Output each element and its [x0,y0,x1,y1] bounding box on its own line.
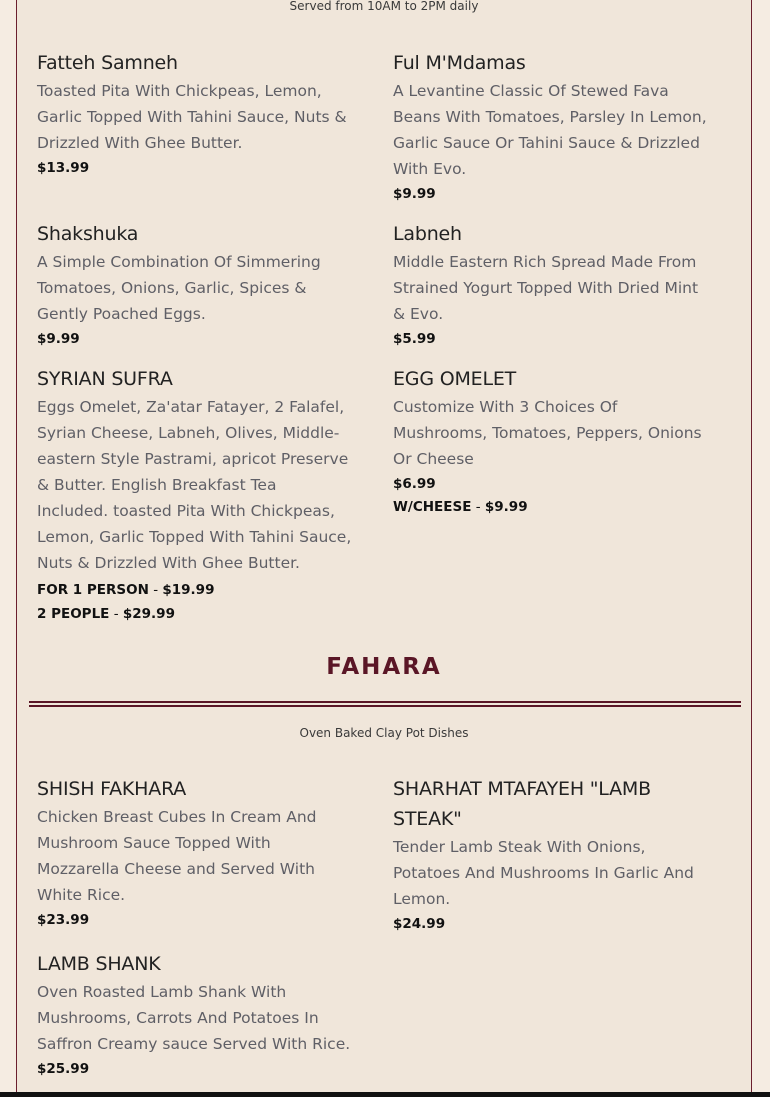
item-name: LAMB SHANK [37,953,161,975]
price-separator: - [471,499,485,515]
price-option-label: FOR 1 PERSON [37,582,149,598]
item-price: $5.99 [393,331,436,347]
item-description: Eggs Omelet, Za'atar Fatayer, 2 Falafel, Syrian Cheese, Labneh, Olives, Middle-eastern Style Pastrami, apricot Preserve & Butter. English Breakfast Tea Included. toasted Pita With Chickpeas, Lemon, Garlic Topped With Tahini Sauce, Nuts & Drizzled With Ghee Butter. [37,398,352,572]
item-name: Ful M'Mdamas [393,52,526,74]
item-description: Chicken Breast Cubes In Cream And Mushroom Sauce Topped With Mozzarella Cheese and Served With White Rice. [37,808,317,904]
item-description: A Simple Combination Of Simmering Tomatoes, Onions, Garlic, Spices & Gently Poached Eggs. [37,253,321,323]
price-separator: - [148,582,163,598]
item-price: $13.99 [37,160,90,176]
item-price: $6.99 [393,476,436,492]
menu-item [37,48,352,179]
item-price: $9.99 [393,186,436,202]
item-name: Fatteh Samneh [37,52,178,74]
item-description: Customize With 3 Choices Of Mushrooms, Tomatoes, Peppers, Onions Or Cheese [393,398,702,468]
item-name: SHISH FAKHARA [37,778,187,800]
menu-item [37,949,352,1080]
item-price-option [37,579,352,601]
section-title: FAHARA [326,654,442,680]
item-name: Shakshuka [37,223,139,245]
item-description: A Levantine Classic Of Stewed Fava Beans With Tomatoes, Parsley In Lemon, Garlic Sauce Or Tahini Sauce & Drizzled With Evo. [393,82,707,178]
item-description: Oven Roasted Lamb Shank With Mushrooms, Carrots And Potatoes In Saffron Creamy sauce Served With Rice. [37,983,351,1053]
price-option-label: 2 PEOPLE [37,606,110,622]
price-option-value: $29.99 [122,606,175,622]
menu-item [393,219,708,350]
menu-item [393,364,708,518]
menu-item [393,774,708,935]
menu-item [37,774,352,931]
menu-item [37,219,352,350]
item-name: SYRIAN SUFRA [37,368,173,390]
item-price: $25.99 [37,1061,90,1077]
served-hours-note: Served from 10AM to 2PM daily [289,0,479,13]
item-price-option [37,603,352,625]
item-name: EGG OMELET [393,368,517,390]
item-price: $23.99 [37,912,90,928]
item-name: Labneh [393,223,462,245]
price-option-value: $9.99 [484,499,528,515]
item-price: $9.99 [37,331,80,347]
section-subtitle: Oven Baked Clay Pot Dishes [299,726,469,740]
menu-item [37,364,352,625]
bottom-edge [0,1092,770,1097]
item-description: Middle Eastern Rich Spread Made From Strained Yogurt Topped With Dried Mint & Evo. [393,253,699,323]
price-option-value: $19.99 [162,582,215,598]
section-divider [29,701,741,707]
item-description: Toasted Pita With Chickpeas, Lemon, Garlic Topped With Tahini Sauce, Nuts & Drizzled With Ghee Butter. [37,82,347,152]
menu-panel [16,0,752,1092]
item-price-option [393,496,708,518]
item-name: SHARHAT MTAFAYEH "LAMB STEAK" [393,778,651,830]
item-description: Tender Lamb Steak With Onions, Potatoes And Mushrooms In Garlic And Lemon. [393,838,694,908]
price-option-label: W/CHEESE [393,499,472,515]
price-separator: - [109,606,123,622]
item-price: $24.99 [393,916,446,932]
menu-item [393,48,708,205]
